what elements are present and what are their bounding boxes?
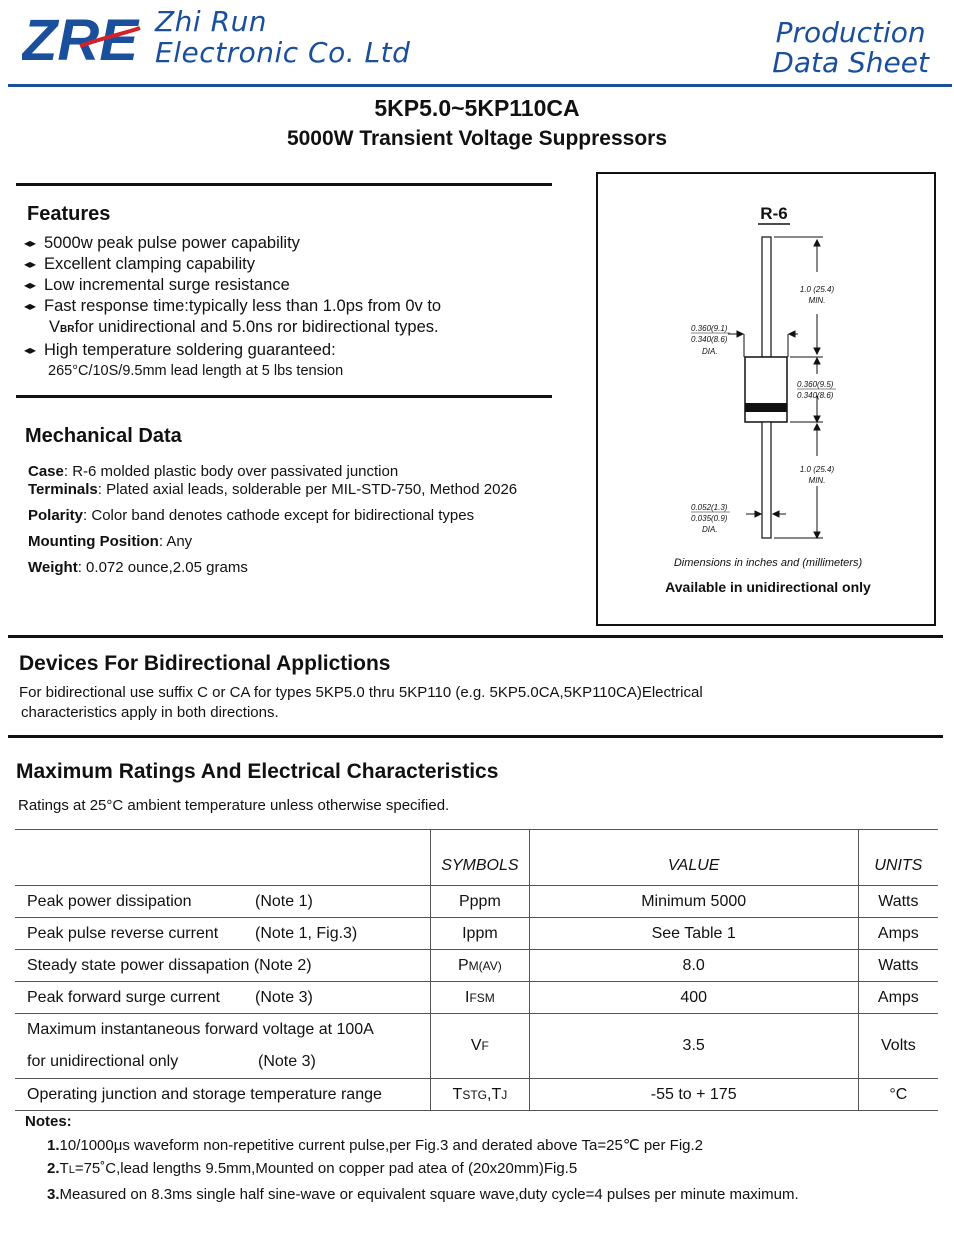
table-row: Peak power dissipation (Note 1) Pppm Minimum 5000 Watts: [15, 886, 938, 918]
ratings-header-row: [15, 830, 938, 886]
mech-row-case: Case: R-6 molded plastic body over passivated junction: [28, 463, 399, 480]
mech-row-weight: Weight: 0.072 ounce,2.05 grams: [28, 559, 248, 576]
bullet-icon: ◂▸: [24, 278, 37, 292]
feature-item: ◂▸ Low incremental surge resistance: [24, 276, 290, 294]
feature-item: ◂▸ 5000w peak pulse power capability: [24, 234, 300, 252]
bullet-icon: ◂▸: [24, 236, 37, 250]
col-header-parameter: [15, 830, 431, 886]
lead-dia-max: 0.360(9.1): [691, 324, 728, 333]
package-outline-box: [596, 172, 936, 626]
feature-item-continuation: 265°C/10S/9.5mm lead length at 5 lbs tension: [48, 363, 344, 379]
sheet-type-line1: Production: [775, 16, 926, 49]
bullet-icon: ◂▸: [24, 257, 37, 271]
note-2: 2.TL=75˚C,lead lengths 9.5mm,Mounted on copper pad atea of (20x20mm)Fig.5: [47, 1160, 578, 1177]
mech-row-terminals: Terminals: Plated axial leads, solderable per MIL-STD-750, Method 2026: [28, 481, 518, 498]
zre-logo-mark: [22, 8, 147, 68]
mechanical-top-rule: [16, 395, 552, 398]
ratings-top-rule: [8, 735, 943, 738]
note-1: 1.10/1000μs waveform non-repetitive current pulse,per Fig.3 and derated above Ta=25℃ per Fig.2: [47, 1136, 704, 1154]
package-name: R-6: [760, 204, 788, 223]
col-header-units: UNITS: [858, 830, 938, 886]
features-top-rule: [16, 183, 552, 186]
wire-dia-label: DIA.: [702, 525, 718, 534]
company-name-line2: Electronic Co. Ltd: [155, 36, 411, 69]
table-row: Steady state power dissapation (Note 2) PM(AV) 8.0 Watts: [15, 950, 938, 982]
company-name-line1: Zhi Run: [155, 5, 268, 38]
company-name: [155, 6, 410, 68]
product-subtitle: 5000W Transient Voltage Suppressors: [286, 127, 668, 150]
table-row: Peak forward surge current (Note 3) IFSM 400 Amps: [15, 982, 938, 1014]
company-logo: [22, 8, 147, 73]
feature-item: ◂▸ Fast response time:typically less than 1.0ps from 0v to: [24, 297, 442, 315]
mechanical-data: [28, 460, 568, 580]
lead-bot-min: MIN.: [808, 476, 826, 485]
sheet-type-line2: Data Sheet: [772, 46, 929, 79]
part-range-title: 5KP5.0~5KP110CA: [374, 95, 580, 121]
table-row: Maximum instantaneous forward voltage at 100A for unidirectional only (Note 3) VF 3.5 Volts: [15, 1014, 938, 1079]
features-heading: Features: [27, 203, 111, 225]
features-list: [24, 233, 554, 382]
logo-text: ZRE: [22, 8, 138, 68]
dimensions-note: Dimensions in inches and (millimeters): [673, 557, 863, 569]
col-header-value: VALUE: [529, 830, 858, 886]
bidirectional-line1: For bidirectional use suffix C or CA for types 5KP5.0 thru 5KP110 (e.g. 5KP5.0CA,5KP110CA)Electrical: [19, 684, 703, 701]
sheet-type: [772, 18, 929, 78]
wire-dia-min: 0.035(0.9): [691, 514, 728, 523]
mech-row-mounting: Mounting Position: Any: [28, 533, 193, 550]
ratings-heading: Maximum Ratings And Electrical Characteristics: [16, 760, 499, 783]
bidirectional-text: [19, 683, 703, 723]
table-row: Operating junction and storage temperature range TSTG,TJ -55 to + 175 °C: [15, 1079, 938, 1111]
bidirectional-heading: Devices For Bidirectional Applictions: [19, 652, 391, 675]
ratings-table: [15, 829, 938, 1111]
bidirectional-top-rule: [8, 635, 943, 638]
body-len-max: 0.360(9.5): [797, 380, 834, 389]
package-drawing: [598, 174, 934, 624]
feature-item: ◂▸ Excellent clamping capability: [24, 255, 255, 273]
mechanical-heading: Mechanical Data: [25, 425, 182, 447]
lead-dia-label: DIA.: [702, 347, 718, 356]
bidirectional-line2: characteristics apply in both directions.: [21, 704, 279, 721]
lead-top-min: MIN.: [808, 296, 826, 305]
ratings-subnote: Ratings at 25°C ambient temperature unless otherwise specified.: [18, 797, 450, 814]
bullet-icon: ◂▸: [24, 343, 37, 357]
bullet-icon: ◂▸: [24, 299, 37, 313]
header-divider: [8, 84, 952, 87]
mech-row-polarity: Polarity: Color band denotes cathode except for bidirectional types: [28, 507, 475, 524]
lead-dia-min: 0.340(8.6): [691, 335, 728, 344]
notes-heading: Notes:: [25, 1113, 72, 1130]
table-row: Peak pulse reverse current (Note 1, Fig.3) Ippm See Table 1 Amps: [15, 918, 938, 950]
lead-top-length: 1.0 (25.4): [799, 285, 835, 294]
col-header-symbols: SYMBOLS: [431, 830, 530, 886]
feature-item-continuation: VBRfor unidirectional and 5.0ns ror bidirectional types.: [49, 318, 439, 336]
feature-item: ◂▸ High temperature soldering guaranteed:: [24, 341, 336, 359]
notes-section: [25, 1110, 925, 1206]
wire-dia-max: 0.052(1.3): [691, 503, 728, 512]
availability-note: Available in unidirectional only: [665, 579, 871, 595]
lead-bot-length: 1.0 (25.4): [799, 465, 835, 474]
note-3: 3.Measured on 8.3ms single half sine-wave or equivalent square wave,duty cycle=4 pulses per minute maximum.: [47, 1185, 799, 1203]
body-len-min: 0.340(8.6): [797, 391, 834, 400]
